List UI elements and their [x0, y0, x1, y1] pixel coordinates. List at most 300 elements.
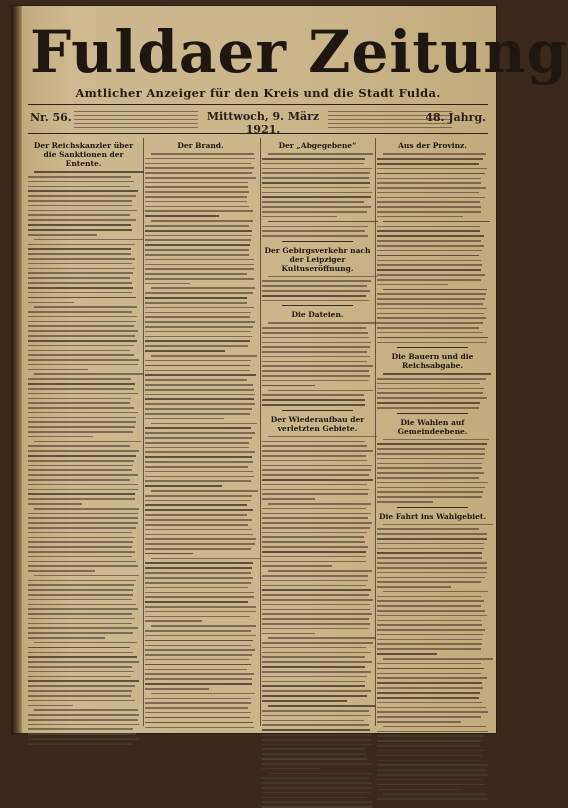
text-line	[262, 365, 373, 367]
text-line	[28, 325, 134, 327]
text-line	[145, 225, 249, 227]
text-line	[28, 311, 132, 313]
text-line	[145, 649, 255, 651]
text-line	[262, 445, 367, 447]
text-line	[262, 729, 370, 731]
text-line	[145, 495, 252, 497]
text-line	[28, 431, 133, 433]
text-line	[377, 250, 482, 252]
text-line	[151, 355, 257, 357]
text-line	[145, 398, 254, 400]
text-line	[145, 278, 254, 280]
text-line	[28, 181, 134, 183]
text-line	[34, 508, 139, 510]
text-line	[377, 458, 484, 460]
text-line	[145, 572, 251, 574]
text-line	[377, 755, 482, 757]
fine-print-left	[74, 108, 198, 130]
text-line	[145, 191, 249, 193]
text-line	[28, 282, 132, 284]
text-line	[28, 195, 136, 197]
article-columns	[28, 138, 488, 728]
text-line	[377, 533, 487, 535]
text-line	[34, 171, 144, 173]
text-line	[145, 543, 255, 545]
text-line	[377, 572, 487, 574]
column-4	[377, 138, 488, 726]
text-line	[34, 709, 138, 711]
text-line	[145, 268, 254, 270]
text-line	[28, 214, 130, 216]
text-line	[377, 538, 487, 540]
text-line	[262, 508, 366, 510]
text-line	[145, 447, 249, 449]
text-line	[262, 163, 364, 165]
text-line	[28, 661, 139, 663]
text-line	[145, 548, 251, 550]
text-line	[377, 543, 484, 545]
text-line	[28, 345, 134, 347]
text-line	[377, 769, 487, 771]
text-line	[28, 378, 131, 380]
text-line	[377, 673, 481, 675]
text-line	[377, 293, 486, 295]
text-line	[151, 423, 257, 425]
text-line	[377, 303, 483, 305]
text-line	[28, 594, 133, 596]
text-line	[145, 606, 256, 608]
text-line	[262, 613, 372, 615]
text-line	[145, 664, 251, 666]
text-line	[28, 330, 138, 332]
text-line	[262, 295, 366, 297]
text-line	[34, 642, 137, 644]
text-line	[262, 370, 369, 372]
text-line	[377, 596, 481, 598]
text-line	[28, 666, 132, 668]
text-line	[262, 739, 371, 741]
text-line	[377, 487, 485, 489]
text-line	[28, 253, 131, 255]
text-line	[145, 451, 255, 453]
text-line	[145, 673, 254, 675]
text-line	[377, 216, 463, 218]
text-line	[262, 182, 370, 184]
text-line	[377, 620, 481, 622]
section-separator	[282, 410, 353, 411]
text-line	[262, 585, 366, 587]
text-line	[262, 332, 368, 334]
text-line	[145, 321, 255, 323]
text-line	[28, 551, 135, 553]
text-line	[377, 255, 479, 257]
text-line	[34, 239, 143, 241]
text-line	[34, 575, 139, 577]
text-line	[145, 427, 251, 429]
text-line	[145, 360, 251, 362]
text-line	[268, 436, 377, 438]
text-line	[377, 383, 480, 385]
text-line	[28, 263, 132, 265]
text-line	[262, 575, 368, 577]
text-line	[377, 567, 487, 569]
text-line	[145, 331, 251, 333]
text-line	[145, 432, 255, 434]
text-line	[262, 801, 373, 803]
text-line	[262, 351, 367, 353]
text-line	[28, 412, 138, 414]
text-line	[145, 350, 225, 352]
text-line	[377, 735, 484, 737]
text-line	[28, 417, 136, 419]
text-line	[145, 186, 248, 188]
text-line	[145, 374, 256, 376]
text-line	[145, 727, 254, 729]
text-line	[377, 173, 485, 175]
text-line	[262, 744, 373, 746]
text-line	[377, 206, 481, 208]
text-line	[262, 211, 367, 213]
info-bar	[28, 104, 488, 134]
text-line	[28, 671, 134, 673]
text-line	[262, 158, 365, 160]
text-line	[145, 587, 248, 589]
text-line	[262, 474, 369, 476]
text-line	[28, 229, 132, 231]
text-line	[377, 317, 486, 319]
text-line	[145, 239, 251, 241]
text-line	[28, 359, 139, 361]
text-line	[28, 450, 139, 452]
text-line	[28, 676, 131, 678]
volume-number: 48. Jahrg.	[425, 111, 486, 124]
text-line	[262, 177, 369, 179]
text-line	[145, 717, 250, 719]
text-line	[28, 608, 138, 610]
text-line	[28, 680, 139, 682]
text-line	[262, 618, 369, 620]
text-line	[151, 558, 260, 560]
text-line	[262, 734, 371, 736]
text-line	[377, 327, 479, 329]
text-line	[145, 611, 256, 613]
text-line	[377, 463, 482, 465]
text-line	[268, 390, 373, 392]
text-line	[268, 276, 377, 278]
text-line	[262, 777, 369, 779]
text-line	[28, 690, 132, 692]
text-line	[28, 503, 82, 505]
text-line	[377, 581, 481, 583]
text-line	[383, 289, 487, 291]
text-line	[145, 442, 249, 444]
text-line	[28, 350, 130, 352]
text-line	[262, 594, 369, 596]
text-line	[145, 688, 209, 690]
text-line	[377, 677, 487, 679]
text-line	[28, 589, 133, 591]
text-line	[377, 634, 483, 636]
text-line	[145, 485, 222, 487]
text-line	[28, 297, 136, 299]
text-line	[377, 682, 482, 684]
section-separator	[397, 413, 468, 414]
text-line	[377, 639, 482, 641]
text-line	[145, 461, 253, 463]
text-line	[377, 443, 487, 445]
text-line	[262, 201, 364, 203]
text-line	[34, 373, 143, 375]
text-line	[377, 789, 462, 791]
text-line	[377, 697, 479, 699]
text-line	[383, 524, 493, 526]
text-line	[262, 300, 369, 302]
text-line	[377, 624, 482, 626]
text-line	[262, 604, 370, 606]
text-line	[262, 327, 366, 329]
text-line	[28, 258, 135, 260]
text-line	[262, 206, 371, 208]
text-line	[28, 513, 138, 515]
text-line	[268, 570, 372, 572]
text-line	[262, 710, 369, 712]
text-line	[377, 586, 451, 588]
text-line	[377, 605, 481, 607]
text-line	[28, 728, 133, 730]
text-line	[377, 663, 481, 665]
text-line	[262, 172, 370, 174]
text-line	[145, 235, 252, 237]
text-line	[268, 705, 375, 707]
text-line	[377, 313, 484, 315]
text-line	[377, 731, 488, 733]
text-line	[262, 753, 366, 755]
text-line	[28, 248, 131, 250]
text-line	[377, 798, 488, 800]
text-line	[145, 707, 248, 709]
text-line	[268, 221, 378, 223]
text-line	[377, 269, 481, 271]
text-line	[28, 393, 138, 395]
text-line	[28, 272, 133, 274]
text-line	[145, 264, 254, 266]
text-line	[262, 671, 371, 673]
text-line	[28, 700, 135, 702]
text-line	[28, 205, 132, 207]
text-line	[28, 460, 134, 462]
text-line	[262, 748, 365, 750]
text-line	[145, 389, 254, 391]
section-separator	[282, 241, 353, 242]
text-line	[28, 465, 133, 467]
text-line	[145, 312, 251, 314]
text-line	[145, 292, 253, 294]
text-line	[262, 720, 364, 722]
text-line	[377, 528, 479, 530]
text-line	[262, 763, 372, 765]
text-line	[28, 556, 132, 558]
text-line	[28, 522, 138, 524]
text-line	[145, 418, 224, 420]
text-line	[28, 527, 136, 529]
text-line	[262, 724, 369, 726]
newspaper-page	[12, 6, 568, 733]
text-line	[262, 522, 372, 524]
text-line	[383, 153, 486, 155]
text-line	[377, 245, 484, 247]
text-line	[262, 280, 371, 282]
text-line	[377, 750, 484, 752]
article-heading: Der Reichskanzler über die Sanktionen der Entente.	[33, 141, 134, 168]
text-line	[262, 787, 372, 789]
text-line	[262, 628, 369, 630]
text-line	[377, 197, 485, 199]
text-line	[377, 342, 487, 344]
text-line	[28, 565, 138, 567]
text-line	[28, 604, 136, 606]
text-line	[377, 740, 481, 742]
text-line	[262, 656, 365, 658]
text-line	[28, 541, 133, 543]
text-line	[262, 652, 371, 654]
text-line	[28, 244, 135, 246]
text-line	[268, 503, 371, 505]
text-line	[262, 792, 370, 794]
text-line	[28, 292, 132, 294]
text-line	[262, 460, 367, 462]
text-line	[151, 693, 255, 695]
text-line	[377, 615, 487, 617]
text-line	[28, 302, 74, 304]
section-separator	[282, 305, 353, 306]
text-line	[377, 496, 482, 498]
column-1	[28, 138, 139, 726]
text-line	[145, 596, 254, 598]
text-line	[28, 561, 136, 563]
text-line	[377, 477, 479, 479]
text-line	[383, 726, 486, 728]
text-line	[151, 287, 255, 289]
text-line	[145, 163, 251, 165]
text-line	[145, 702, 251, 704]
text-line	[377, 600, 484, 602]
text-line	[377, 187, 486, 189]
text-line	[28, 570, 95, 572]
text-line	[262, 589, 371, 591]
text-line	[28, 584, 134, 586]
text-line	[145, 480, 251, 482]
text-line	[145, 698, 251, 700]
text-line	[145, 519, 252, 521]
text-line	[28, 426, 135, 428]
book-spine	[12, 6, 22, 733]
text-line	[145, 669, 247, 671]
text-line	[262, 623, 370, 625]
text-line	[262, 356, 370, 358]
text-line	[262, 168, 372, 170]
text-line	[145, 722, 253, 724]
text-line	[377, 284, 448, 286]
text-line	[28, 224, 131, 226]
article-heading: Die Bauern und die Reichsabgabe.	[391, 352, 474, 371]
text-line	[377, 692, 480, 694]
text-line	[28, 724, 139, 726]
text-line	[145, 471, 253, 473]
text-line	[262, 399, 365, 401]
text-line	[377, 337, 488, 339]
text-line	[377, 760, 481, 762]
text-line	[28, 532, 132, 534]
text-line	[28, 421, 136, 423]
text-line	[377, 548, 484, 550]
text-line	[28, 402, 130, 404]
column-rule	[375, 138, 376, 726]
text-line	[262, 768, 320, 770]
text-line	[262, 216, 337, 218]
text-line	[145, 534, 253, 536]
text-line	[383, 221, 490, 223]
text-line	[262, 361, 367, 363]
text-line	[151, 220, 253, 222]
text-line	[377, 702, 482, 704]
text-line	[28, 398, 131, 400]
text-line	[262, 517, 368, 519]
text-line	[145, 616, 250, 618]
text-line	[377, 764, 488, 766]
text-line	[262, 337, 369, 339]
text-line	[377, 298, 485, 300]
text-line	[28, 234, 97, 236]
text-line	[262, 580, 368, 582]
text-line	[28, 656, 137, 658]
text-line	[262, 455, 366, 457]
text-line	[377, 557, 482, 559]
text-line	[262, 285, 367, 287]
text-line	[28, 493, 135, 495]
section-separator	[397, 507, 468, 508]
text-line	[377, 378, 486, 380]
text-line	[377, 402, 480, 404]
text-line	[262, 450, 373, 452]
text-line	[262, 230, 365, 232]
text-line	[262, 290, 370, 292]
text-line	[145, 345, 248, 347]
text-line	[28, 685, 135, 687]
text-line	[262, 375, 370, 377]
article-heading: Der Gebirgsverkehr nach der Leipziger Kultuseröffnung.	[264, 245, 371, 273]
text-line	[28, 733, 136, 735]
text-line	[262, 661, 372, 663]
text-line	[262, 465, 372, 467]
text-line	[262, 380, 369, 382]
text-line	[262, 681, 365, 683]
text-line	[262, 493, 368, 495]
text-line	[377, 482, 488, 484]
column-3	[262, 138, 373, 726]
text-line	[377, 158, 483, 160]
text-line	[145, 659, 249, 661]
text-line	[28, 599, 132, 601]
text-line	[262, 782, 372, 784]
text-line	[28, 335, 135, 337]
text-line	[145, 500, 251, 502]
text-line	[145, 215, 219, 217]
text-line	[262, 551, 366, 553]
text-line	[377, 279, 481, 281]
text-line	[262, 489, 369, 491]
text-line	[262, 676, 367, 678]
text-line	[268, 153, 373, 155]
